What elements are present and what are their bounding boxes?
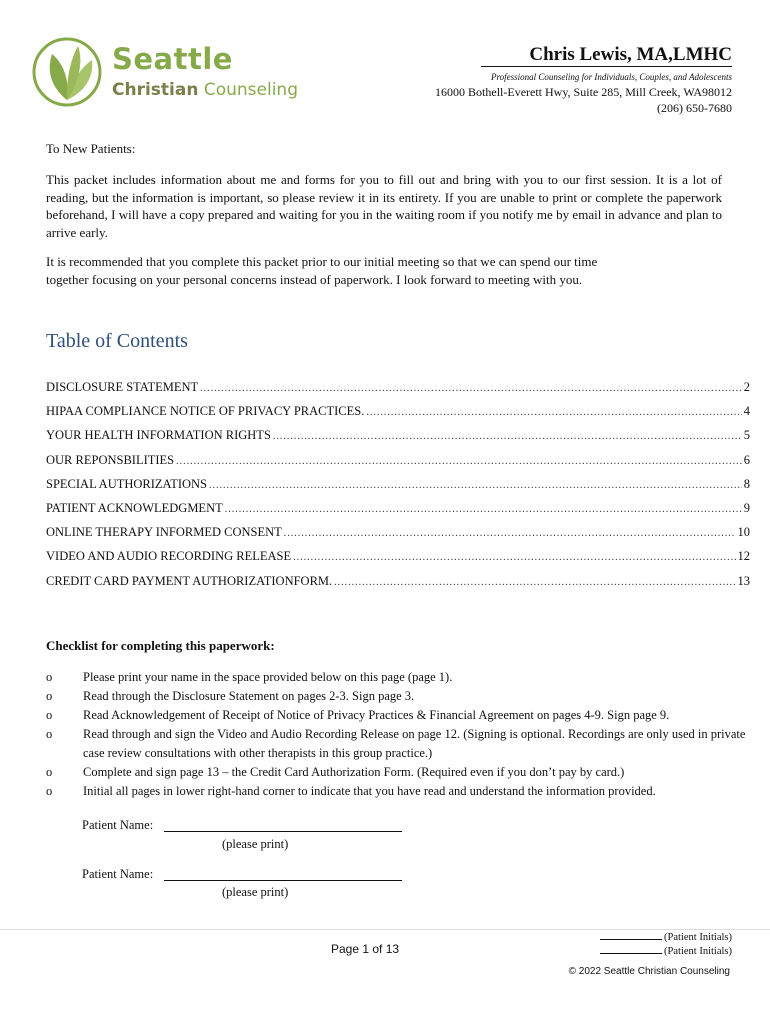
logo-title: Seattle xyxy=(112,42,233,76)
initials-field-1[interactable] xyxy=(600,939,662,940)
footer-rule xyxy=(0,929,770,930)
checklist-bullet: o xyxy=(46,689,53,703)
checklist-item-text: Complete and sign page 13 – the Credit Card Authorization Form. (Required even if you don’t pay by card.) xyxy=(83,765,625,779)
patient-name-label-1: Patient Name: xyxy=(82,818,154,832)
toc-entry[interactable] xyxy=(46,574,750,598)
toc-entry[interactable] xyxy=(46,525,750,549)
toc-entry[interactable] xyxy=(46,380,750,404)
toc-leader-dots xyxy=(334,577,735,588)
toc-entry-label: DISCLOSURE STATEMENT xyxy=(46,380,199,394)
checklist-bullet: o xyxy=(46,784,53,798)
toc-entry-label: VIDEO AND AUDIO RECORDING RELEASE xyxy=(46,549,292,564)
checklist-item-text: Initial all pages in lower right-hand corner to indicate that you have read and understand the information provided. xyxy=(83,784,656,798)
leaf-logo-icon xyxy=(32,36,104,108)
toc-entry[interactable] xyxy=(46,501,750,525)
toc-leader-dots xyxy=(209,480,742,491)
toc-entry-page: 4 xyxy=(743,404,750,419)
checklist-item xyxy=(46,687,746,706)
checklist-item xyxy=(46,668,746,687)
toc-entry-label: CREDIT CARD PAYMENT AUTHORIZATIONFORM. xyxy=(46,573,333,588)
checklist-item xyxy=(46,706,746,725)
checklist-bullet: o xyxy=(46,727,53,741)
toc-entry[interactable] xyxy=(46,428,750,452)
table-of-contents xyxy=(46,380,750,598)
initials-field-2[interactable] xyxy=(600,953,662,954)
copyright: © 2022 Seattle Christian Counseling xyxy=(568,966,730,977)
recommendation-line-2: together focusing on your personal concerns instead of paperwork. I look forward to meeting with you. xyxy=(46,271,583,287)
toc-entry-page: 10 xyxy=(737,525,750,540)
toc-entry-page: 6 xyxy=(743,452,750,467)
counselor-name: Chris Lewis, MA,LMHC xyxy=(481,44,732,67)
checklist-item-text: Read through and sign the Video and Audio Recording Release on page 12. (Signing is optional. Recordings are only used in private case review consultations with other therapists in this group practice.) xyxy=(83,727,746,760)
patient-name-field-1[interactable] xyxy=(164,831,402,832)
page-number: Page 1 of 13 xyxy=(331,942,400,956)
toc-entry-label: ONLINE THERAPY INFORMED CONSENT xyxy=(46,525,282,540)
patient-name-field-2[interactable] xyxy=(164,880,402,881)
toc-entry[interactable] xyxy=(46,453,750,477)
toc-entry-page: 2 xyxy=(743,380,750,394)
toc-leader-dots xyxy=(273,431,742,442)
logo-sub-rest: Counseling xyxy=(203,80,298,100)
toc-entry-page: 8 xyxy=(743,476,750,491)
toc-entry[interactable] xyxy=(46,549,750,573)
toc-leader-dots xyxy=(284,528,736,539)
checklist-item xyxy=(46,725,746,763)
toc-entry-page: 13 xyxy=(737,573,750,588)
checklist-item-text: Please print your name in the space provided below on this page (page 1). xyxy=(83,670,453,684)
recommendation-line-1: It is recommended that you complete this packet prior to our initial meeting so that we can spend our time xyxy=(46,254,598,269)
checklist-title: Checklist for completing this paperwork: xyxy=(46,638,275,653)
patient-name-label-2: Patient Name: xyxy=(82,867,154,881)
logo-subtitle xyxy=(112,80,298,100)
initials-label-2: (Patient Initials) xyxy=(664,946,732,957)
please-print-hint-2: (please print) xyxy=(222,885,289,899)
toc-leader-dots xyxy=(225,504,742,515)
checklist-item-text: Read through the Disclosure Statement on pages 2-3. Sign page 3. xyxy=(83,689,415,703)
checklist-bullet: o xyxy=(46,670,53,684)
toc-entry-label: SPECIAL AUTHORIZATIONS xyxy=(46,476,207,491)
intro-paragraph: This packet includes information about me and forms for you to fill out and bring with you to our first session. It is a lot of reading, but the information is important, so please review it in its entirety. If you are unable to print or complete the paperwork beforehand, I will have a copy prepared and waiting for you in the waiting room if you notify me by email in advance and plan to arrive early. xyxy=(46,172,722,240)
initials-label-1: (Patient Initials) xyxy=(664,932,732,943)
toc-entry-label: PATIENT ACKNOWLEDGMENT xyxy=(46,500,223,515)
recommendation-paragraph xyxy=(46,253,722,288)
tagline: Professional Counseling for Individuals, Couples, and Adolescents xyxy=(491,72,732,82)
checklist-item-text: Read Acknowledgement of Receipt of Notice of Privacy Practices & Financial Agreement on pages 4-9. Sign page 9. xyxy=(83,708,670,722)
checklist-item xyxy=(46,782,746,801)
toc-entry-label: HIPAA COMPLIANCE NOTICE OF PRIVACY PRACTICES. xyxy=(46,404,365,419)
toc-entry-page: 12 xyxy=(737,549,750,564)
toc-leader-dots xyxy=(293,552,735,563)
toc-leader-dots xyxy=(366,407,741,418)
toc-entry[interactable] xyxy=(46,404,750,428)
address: 16000 Bothell-Everett Hwy, Suite 285, Mill Creek, WA98012 xyxy=(435,85,732,99)
checklist-item xyxy=(46,763,746,782)
patient-initials-1 xyxy=(600,932,732,943)
letterhead xyxy=(435,44,732,116)
logo-sub-bold: Christian xyxy=(112,80,199,100)
toc-entry[interactable] xyxy=(46,477,750,501)
checklist xyxy=(46,668,746,801)
patient-initials-2 xyxy=(600,946,732,957)
toc-entry-label: YOUR HEALTH INFORMATION RIGHTS xyxy=(46,428,271,443)
checklist-bullet: o xyxy=(46,765,53,779)
phone: (206) 650-7680 xyxy=(657,101,732,115)
toc-title: Table of Contents xyxy=(46,330,188,352)
checklist-bullet: o xyxy=(46,708,53,722)
toc-entry-page: 9 xyxy=(743,500,750,515)
toc-entry-label: OUR REPONSBILITIES xyxy=(46,452,175,467)
seattle-christian-counseling-logo xyxy=(32,36,322,108)
greeting: To New Patients: xyxy=(46,141,136,156)
toc-leader-dots xyxy=(200,383,742,394)
please-print-hint-1: (please print) xyxy=(222,837,289,851)
toc-leader-dots xyxy=(176,456,742,467)
toc-entry-page: 5 xyxy=(743,428,750,443)
